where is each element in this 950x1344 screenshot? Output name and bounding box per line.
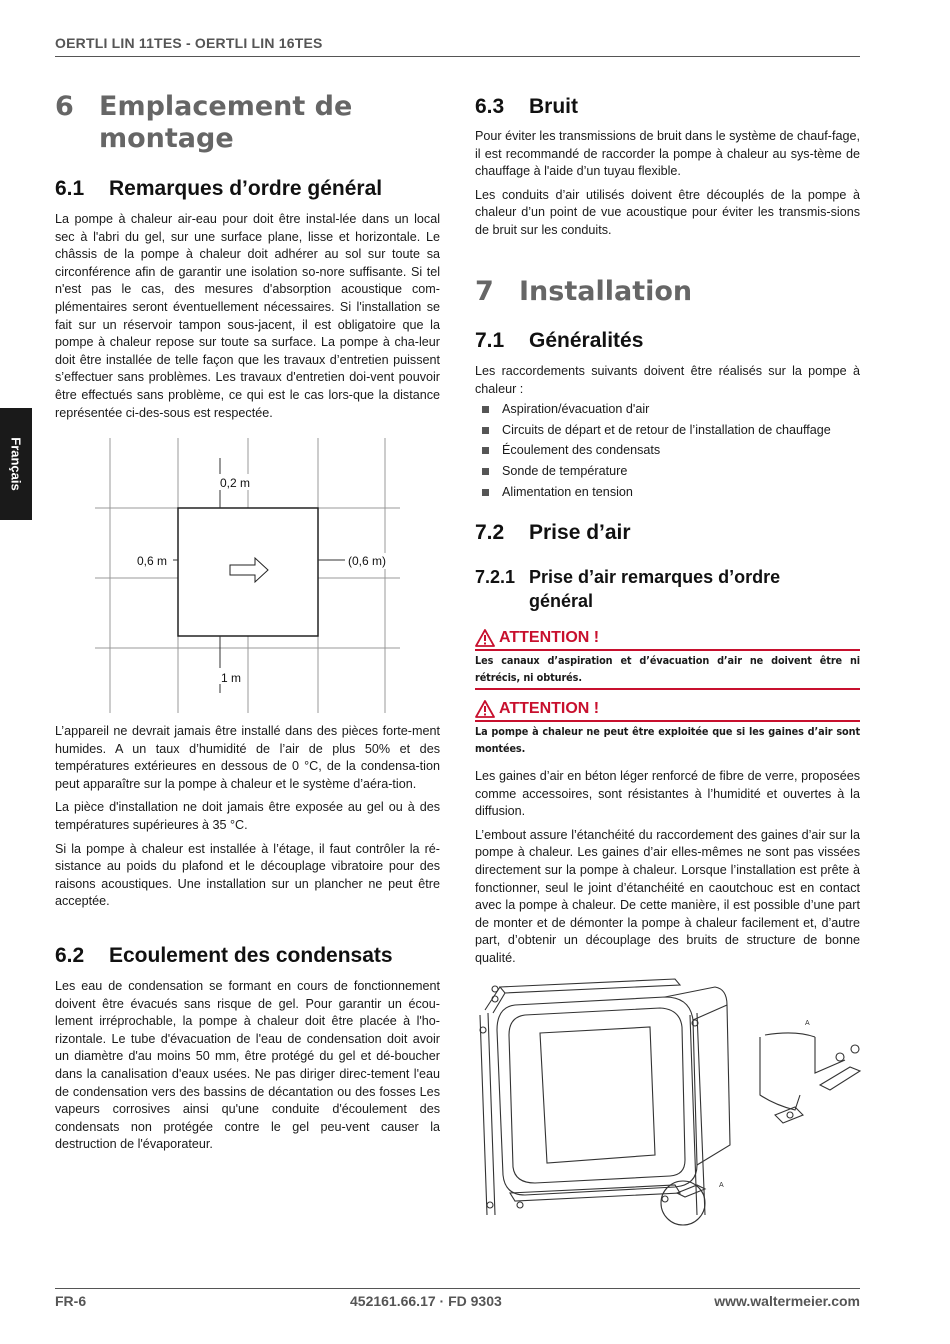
dimension-bottom-label: 1 m bbox=[221, 671, 242, 685]
language-side-tab-label: Français bbox=[8, 437, 24, 491]
section-7-1 bbox=[475, 328, 860, 504]
attention-rule bbox=[475, 720, 860, 722]
clearance-diagram bbox=[95, 438, 400, 713]
document-header-title: OERTLI LIN 11TES - OERTLI LIN 16TES bbox=[55, 35, 323, 51]
attention-box-1 bbox=[475, 628, 860, 690]
section-6-heading bbox=[55, 91, 440, 155]
detail-label-a: A bbox=[719, 1182, 724, 1189]
section-title: Installation bbox=[519, 276, 693, 307]
footer-page-number: FR-6 bbox=[55, 1293, 87, 1309]
section-7-2-1-heading bbox=[475, 565, 860, 613]
square-bullet-icon bbox=[482, 489, 489, 496]
paragraph-noise-2: Les conduits d’air utilisés doivent être découplés de la pompe à chaleur d’un point de vue acoustique pour éviter les transmis-sions de bruit sur les conduits. bbox=[475, 187, 860, 237]
paragraph-noise-1: Pour éviter les transmissions de bruit dans le système de chauf-fage, il est recommandé de raccorder la pompe à chaleur au sys-tème de chauffage à l'aide d’un tuyau flexible. bbox=[475, 129, 860, 179]
section-number: 6 bbox=[55, 91, 74, 122]
connections-list bbox=[475, 401, 860, 501]
list-item: Écoulement des condensats bbox=[475, 442, 860, 460]
section-number: 6.2 bbox=[55, 944, 85, 967]
section-number: 7.1 bbox=[475, 329, 505, 352]
section-7-2-1 bbox=[475, 565, 860, 613]
list-item: Circuits de départ et de retour de l’installation de chauffage bbox=[475, 422, 860, 440]
section-6-3-heading bbox=[475, 94, 860, 120]
attention-header bbox=[475, 628, 860, 648]
attention-rule bbox=[475, 688, 860, 690]
section-7-2 bbox=[475, 520, 860, 546]
square-bullet-icon bbox=[482, 406, 489, 413]
section-number: 7.2 bbox=[475, 521, 505, 544]
paragraph-humidity: L’appareil ne devrait jamais être installé dans des pièces forte-ment humides. A un taux d’humidité de l’air de plus 50% et des températures extérieures en dessous de 0 °C, de la condensa-tion peut apparaître sur la pompe à chaleur et le système d’aéra-tion. bbox=[55, 724, 440, 791]
section-7-1-heading bbox=[475, 328, 860, 354]
footer-website: www.waltermeier.com bbox=[714, 1293, 860, 1309]
footer-document-reference: 452161.66.17 · FD 9303 bbox=[350, 1293, 502, 1309]
attention-box-2 bbox=[475, 699, 860, 759]
section-title: Prise d’air remarques d’ordre général bbox=[529, 567, 781, 611]
section-number: 7 bbox=[475, 276, 494, 307]
paragraph-air-ducts: Les gaines d’air en béton léger renforcé de fibre de verre, proposées comme accessoires, sont résistantes à l’humidité et ouvertes à la diffusion. bbox=[475, 769, 860, 819]
dimension-top-label: 0,2 m bbox=[220, 476, 251, 490]
dimension-left-label: 0,6 m bbox=[137, 554, 168, 568]
attention-text: La pompe à chaleur ne peut être exploitée que si les gaines d’air sont montées. bbox=[475, 725, 860, 755]
section-6-2-heading bbox=[55, 943, 440, 969]
section-title: Prise d’air bbox=[529, 521, 631, 544]
section-7-heading bbox=[475, 276, 860, 308]
section-number: 7.2.1 bbox=[475, 567, 516, 587]
section-title: Généralités bbox=[529, 329, 644, 352]
section-6-1 bbox=[55, 176, 440, 428]
list-item: Sonde de température bbox=[475, 463, 860, 481]
square-bullet-icon bbox=[482, 447, 489, 454]
warning-triangle-icon bbox=[475, 700, 495, 718]
attention-label: ATTENTION ! bbox=[499, 629, 600, 646]
right-column-lower bbox=[475, 768, 860, 974]
section-title: Remarques d’ordre général bbox=[109, 177, 383, 200]
section-title: Bruit bbox=[529, 95, 578, 118]
paragraph-connections-intro: Les raccordements suivants doivent être réalisés sur la pompe à chaleur : bbox=[475, 364, 860, 396]
section-6-2 bbox=[55, 943, 440, 1160]
attention-header bbox=[475, 699, 860, 719]
dimension-right-label: (0,6 m) bbox=[348, 554, 387, 568]
warning-triangle-icon bbox=[475, 629, 495, 647]
section-number: 6.1 bbox=[55, 177, 85, 200]
header-divider bbox=[55, 56, 860, 57]
section-title: Emplacement de montage bbox=[99, 91, 353, 154]
detail-label-a: A bbox=[805, 1020, 810, 1027]
section-6-3 bbox=[475, 94, 860, 246]
list-item: Aspiration/évacuation d'air bbox=[475, 401, 860, 419]
paragraph-connector: L’embout assure l’étanchéité du raccordement des gaines d’air sur la pompe à chaleur. Les gaines d’air elles-mêmes ne sont pas vissées directement sur la pompe à chaleur. Lorsque l’installation est prête à fonctionner, seul le joint d’étanchéité en caoutchouc est en contact avec la pompe à chaleur. De cette manière, il est possible d’une part de monter et de démonter la pompe à chaleur facilement et, d’autre part, d’obtenir un découplage des bruits de structure de bonne qualité. bbox=[475, 827, 860, 965]
attention-text: Les canaux d’aspiration et d’évacuation d’air ne doivent être ni rétrécis, ni obturés. bbox=[475, 654, 860, 684]
section-7-2-heading bbox=[475, 520, 860, 546]
left-column-lower bbox=[55, 723, 440, 917]
attention-rule bbox=[475, 649, 860, 651]
square-bullet-icon bbox=[482, 427, 489, 434]
paragraph-upper-floor: Si la pompe à chaleur est installée à l’étage, il faut contrôler la ré-sistance au poids du plafond et le découplage vibratoire pour des raisons acoustiques. Une installation sur un plancher ne peut être acceptée. bbox=[55, 841, 440, 909]
attention-label: ATTENTION ! bbox=[499, 700, 600, 717]
section-7 bbox=[475, 276, 860, 308]
section-6-1-heading bbox=[55, 176, 440, 202]
left-column bbox=[55, 91, 440, 155]
language-side-tab bbox=[0, 408, 32, 520]
list-item: Alimentation en tension bbox=[475, 484, 860, 502]
paragraph-condensate: Les eau de condensation se formant en cours de fonctionnement doivent être évacués sans risque de gel. Pour garantir un écou-lement irréprochable, la pompe à chaleur doit être placée à l'ho-rizontale. Le tube d'évacuation de l'eau de condensation doit avoir un diamètre d'au moins 50 mm, être protégé du gel et dé-boucher dans la canalisation d'eaux usées. Ne pas diriger direc-tement l'eau de condensation vers des bassins de décantation ou des fosses Les vapeurs corrosives ainsi qu'une conduite d'écoulement des condensats non protégée contre le gel peu-vent causer la destruction de l'évaporateur. bbox=[55, 979, 440, 1152]
paragraph-general-remarks: La pompe à chaleur air-eau pour doit être instal-lée dans un local sec à l'abri du gel, sur une surface plane, lisse et horizontale. Le châssis de la pompe à chaleur doit adhérer au sol sur toute sa circonférence afin de garantir une isolation so-nore suffisante. Si tel n'est pas le cas, des mesures d'absorption acoustique com-plémentaires seront éventuellement nécessaires. Si l'installation se fait sur un réservoir tampon sous-jacent, il est obligatoire que la pompe à chaleur repose sur toute sa surface. La pompe à cha-leur doit être installée de telle façon que les travaux d’entretien puissent s’effectuer sans problèmes. Les travaux d'entretien doi-vent pouvoir être effectués sans problème, ce qui est le cas lors-que la distance représentée ci-des-sous est respectée. bbox=[55, 212, 440, 420]
square-bullet-icon bbox=[482, 468, 489, 475]
footer-divider bbox=[55, 1288, 860, 1289]
section-number: 6.3 bbox=[475, 95, 505, 118]
paragraph-frost: La pièce d'installation ne doit jamais être exposée au gel ou à des températures supérieures à 35 °C. bbox=[55, 800, 440, 832]
section-title: Ecoulement des condensats bbox=[109, 944, 393, 967]
air-duct-assembly-drawing bbox=[465, 975, 865, 1230]
